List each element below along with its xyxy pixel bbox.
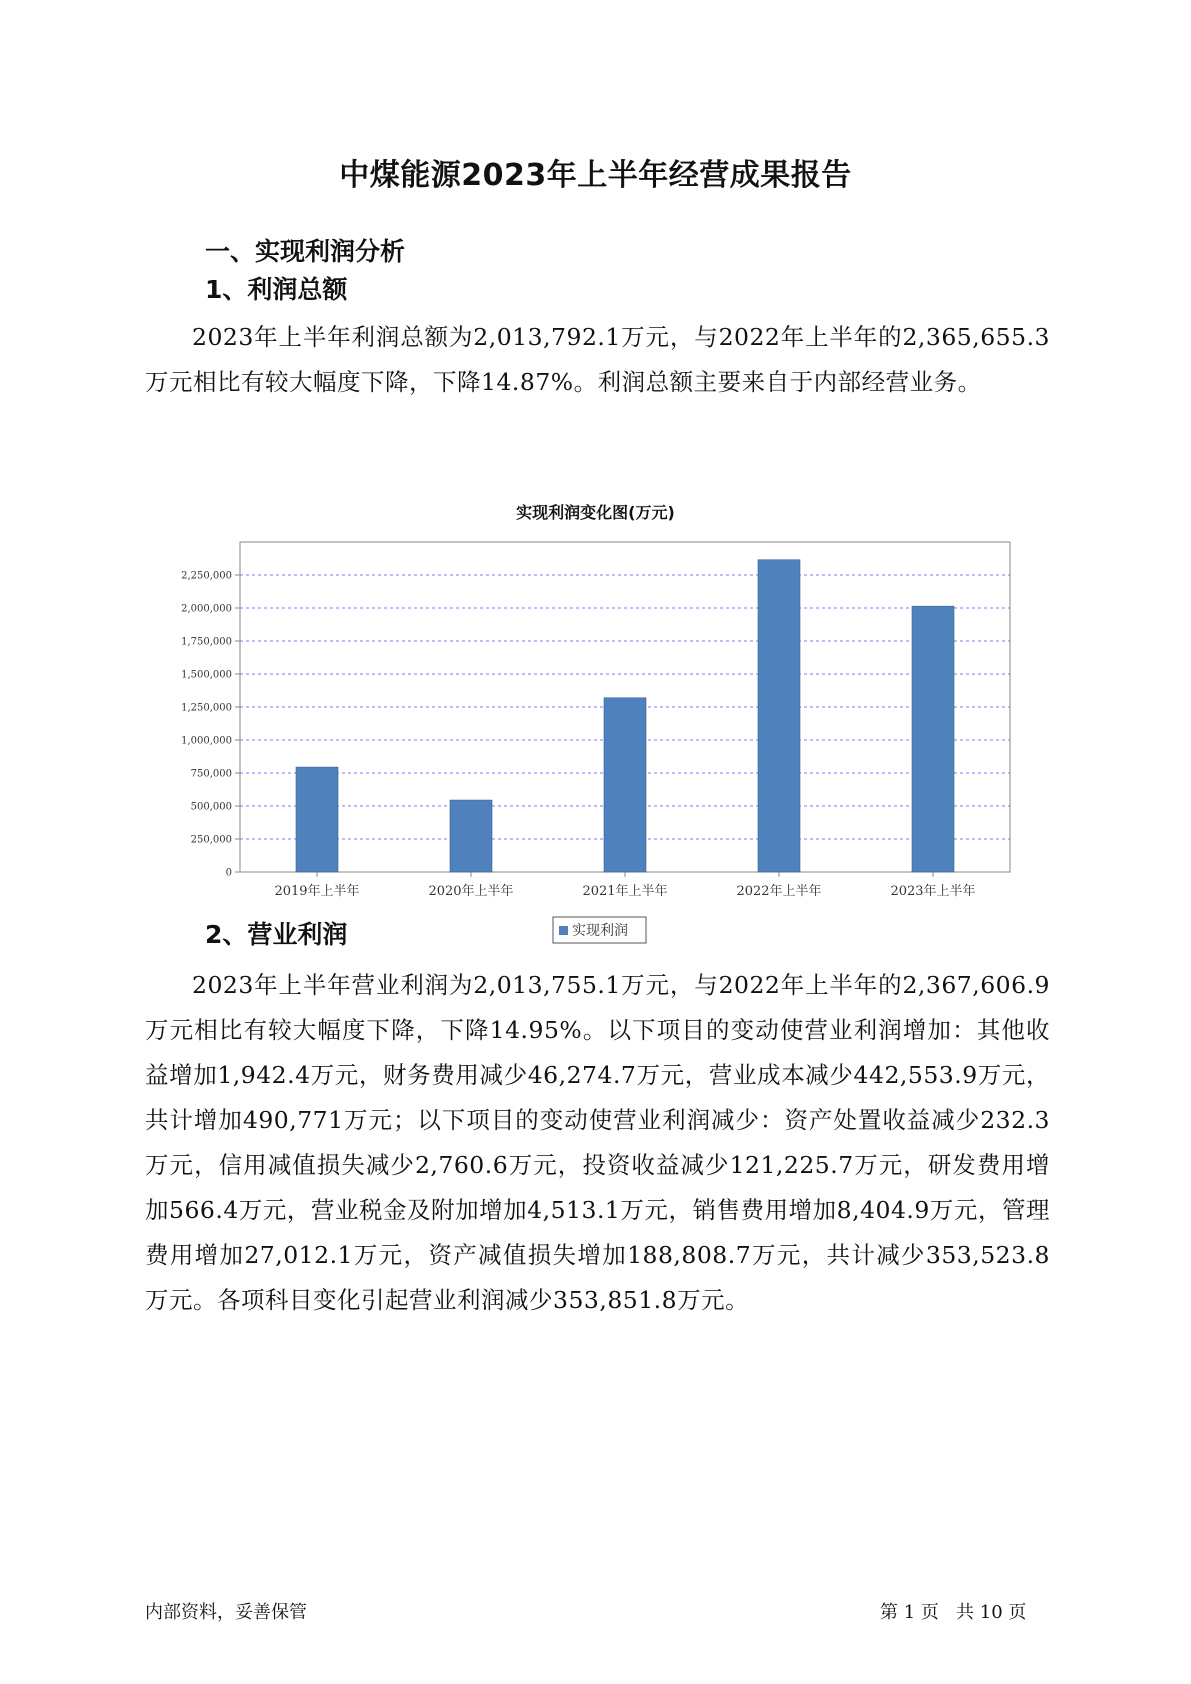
chart-y-tick-label: 1,250,000 [181, 702, 232, 714]
chart-legend-label: 实现利润 [572, 923, 628, 939]
footer-page-number: 第 1 页 共 10 页 [880, 1602, 1027, 1623]
chart-legend-swatch [559, 926, 568, 935]
chart-y-tick-label: 750,000 [190, 768, 232, 780]
document-title: 中煤能源2023年上半年经营成果报告 [339, 158, 852, 193]
chart-bar [450, 800, 492, 872]
paragraph-operating-profit: 2023年上半年营业利润为2,013,755.1万元，与2022年上半年的2,367,606.9万元相比有较大幅度下降，下降14.95%。以下项目的变动使营业利润增加：其他收益增加1,942.4万元，财务费用减少46,274.7万元，营业成本减少442,553.9万元，共计增加490,771万元；以下项目的变动使营业利润减少：资产处置收益减少232.3万元，信用减值损失减少2,760.6万元，投资收益减少121,225.7万元，研发费用增加566.4万元，营业税金及附加增加4,513.1万元，销售费用增加8,404.9万元，管理费用增加27,012.1万元，资产减值损失增加188,808.7万元，共计减少353,523.8万元。各项科目变化引起营业利润减少353,851.8万元。 [145, 971, 1050, 1314]
chart-bar [604, 698, 646, 872]
section-heading-profit-analysis: 一、实现利润分析 [205, 237, 406, 266]
chart-y-tick-label: 1,000,000 [181, 735, 232, 747]
chart-x-tick-label: 2023年上半年 [890, 884, 976, 899]
subheading-total-profit: 1、利润总额 [205, 275, 348, 304]
chart-bar [912, 606, 954, 872]
chart-x-tick-label: 2021年上半年 [582, 884, 668, 899]
chart-y-tick-label: 2,250,000 [181, 570, 232, 582]
chart-y-tick-label: 500,000 [190, 801, 232, 813]
chart-x-tick-label: 2019年上半年 [274, 884, 360, 899]
chart-bar [758, 560, 800, 872]
chart-x-tick-label: 2022年上半年 [736, 884, 822, 899]
paragraph-total-profit: 2023年上半年利润总额为2,013,792.1万元，与2022年上半年的2,365,655.3万元相比有较大幅度下降，下降14.87%。利润总额主要来自于内部经营业务。 [145, 323, 1050, 396]
chart-x-tick-label: 2020年上半年 [428, 884, 514, 899]
chart-y-tick-label: 2,000,000 [181, 603, 232, 615]
chart-bar [296, 767, 338, 872]
chart-y-tick-label: 1,500,000 [181, 669, 232, 681]
footer-confidential-note: 内部资料，妥善保管 [145, 1602, 307, 1623]
chart-y-tick-label: 0 [225, 867, 232, 879]
subheading-operating-profit: 2、营业利润 [205, 920, 348, 949]
chart-y-tick-label: 250,000 [190, 834, 232, 846]
chart-title: 实现利润变化图(万元) [516, 503, 675, 522]
chart-y-tick-label: 1,750,000 [181, 636, 232, 648]
